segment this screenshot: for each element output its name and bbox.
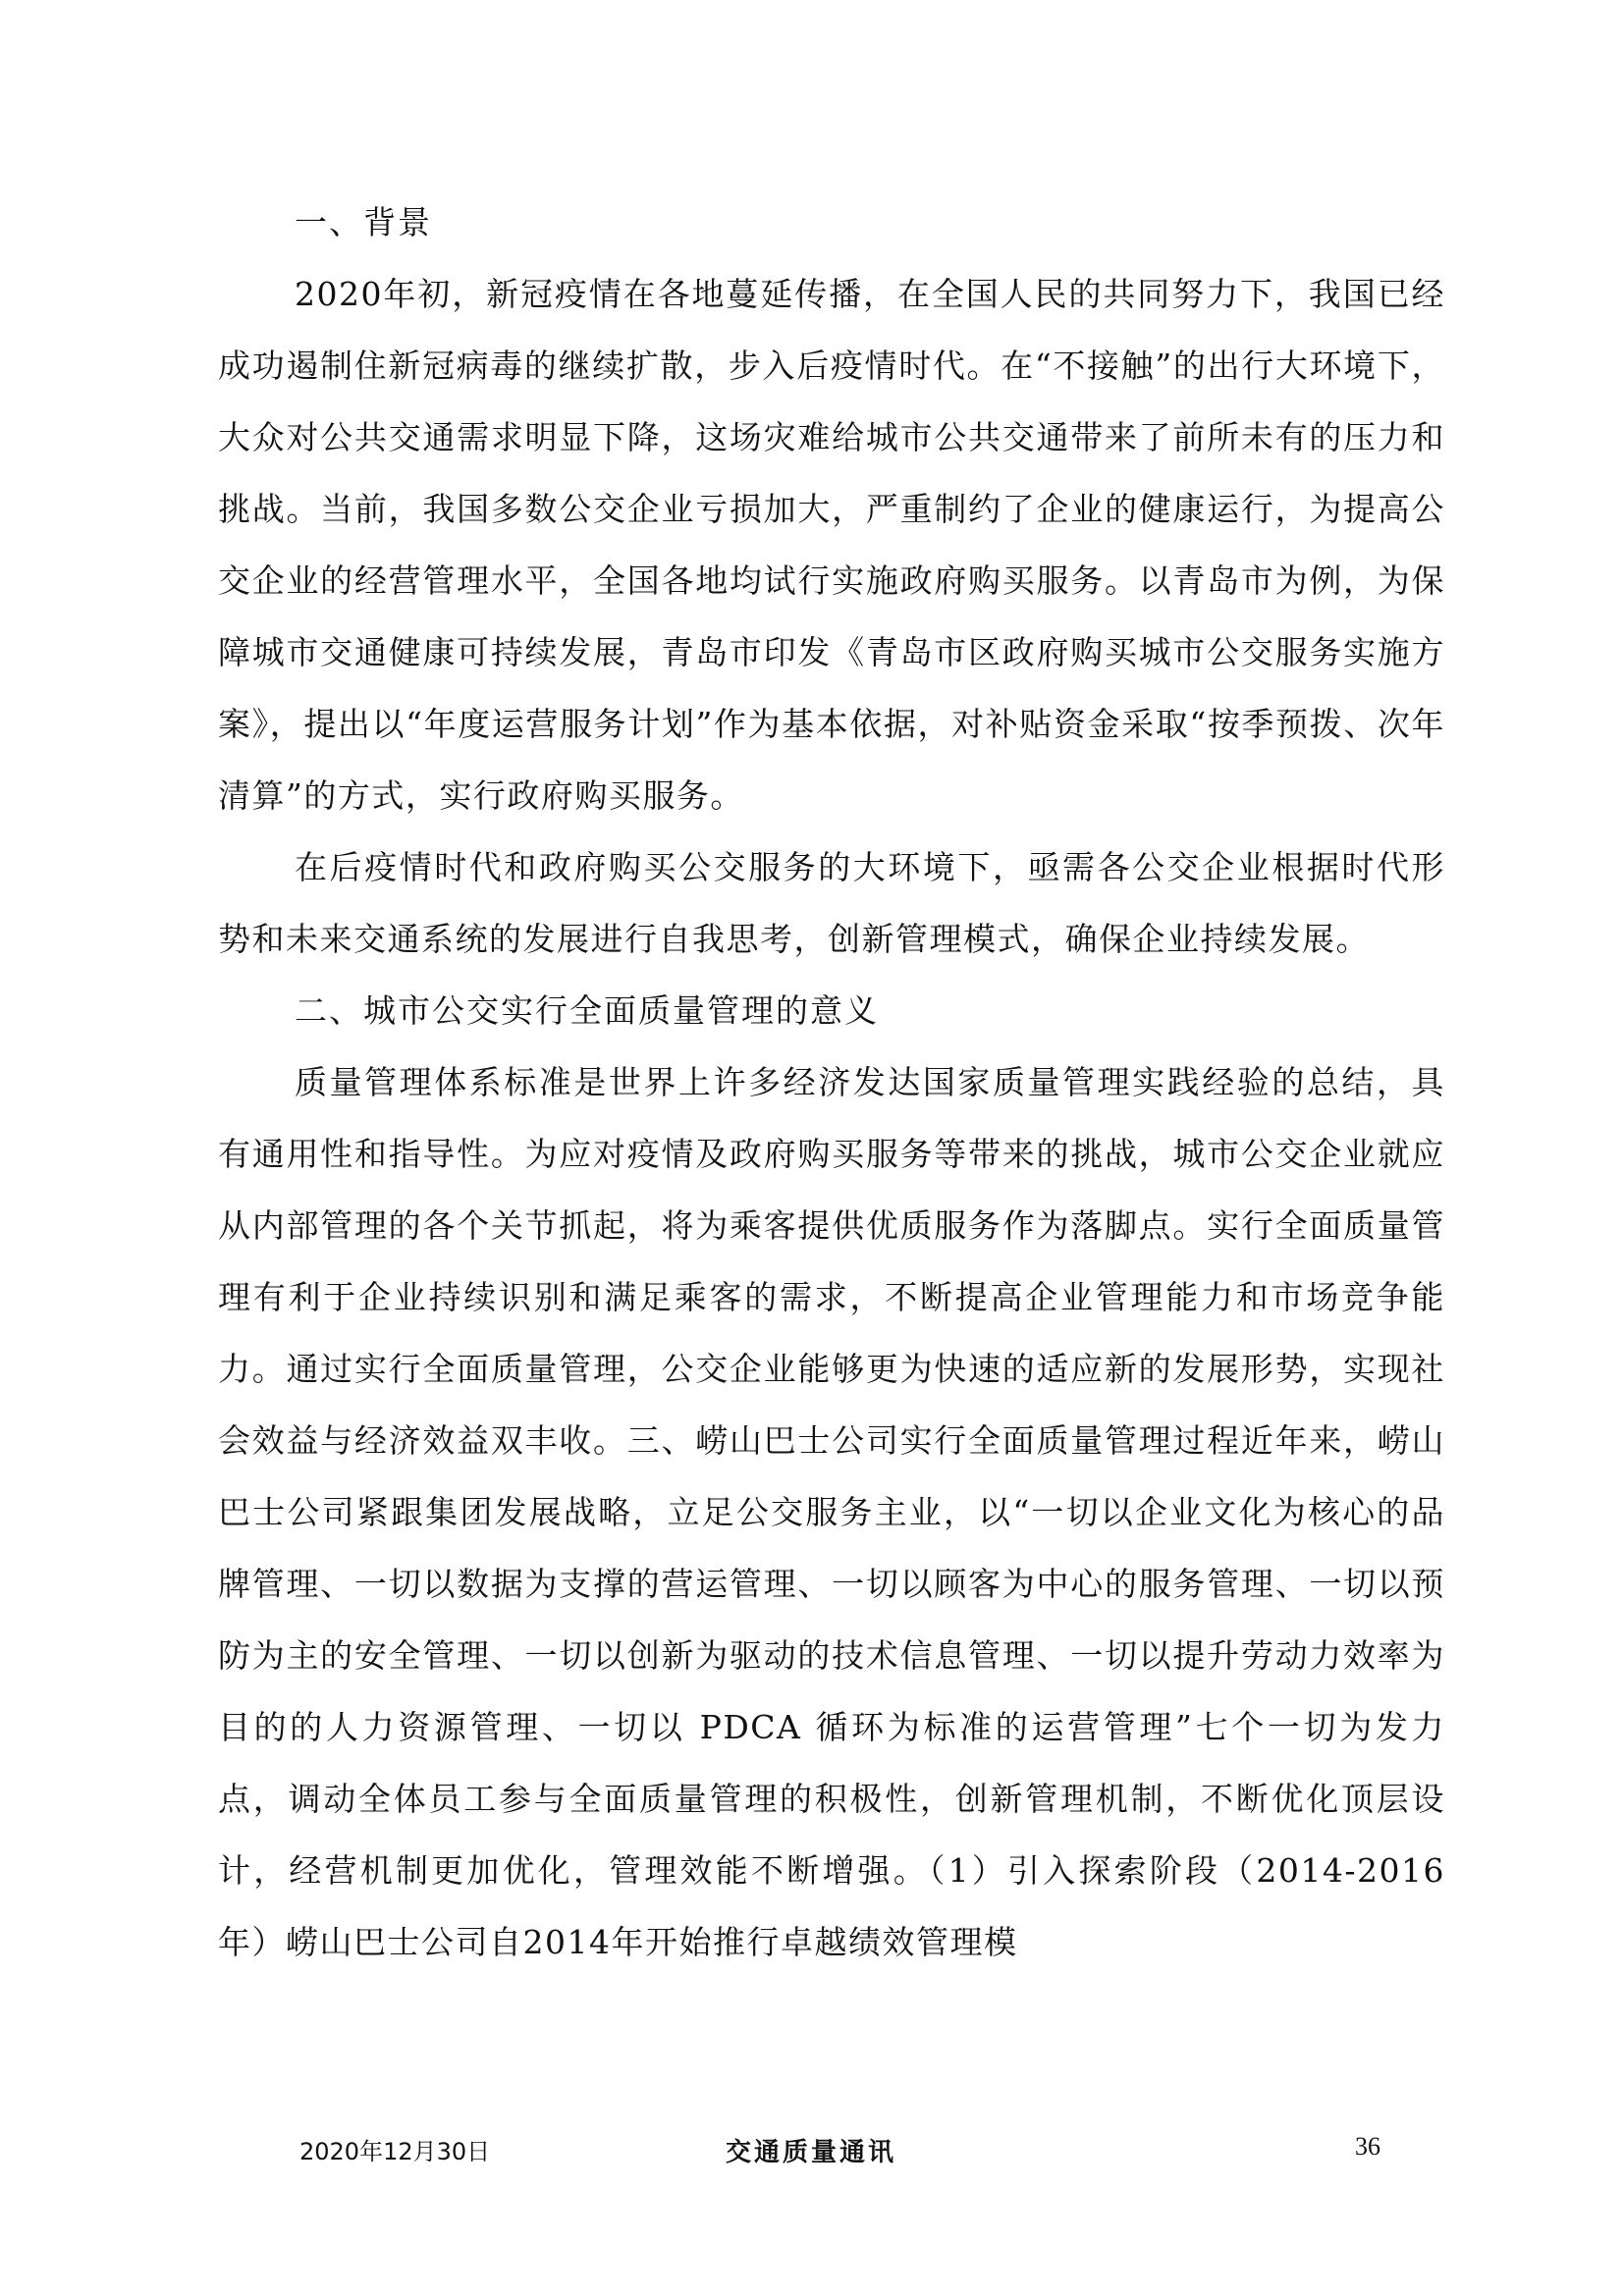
article-body — [218, 187, 1445, 1978]
footer-date: 2020年12月30日 — [299, 2138, 491, 2165]
section-heading-significance: 二、城市公交实行全面质量管理的意义 — [295, 991, 879, 1030]
page-number: 36 — [1355, 2132, 1380, 2161]
footer-journal-name: 交通质量通讯 — [726, 2138, 897, 2167]
page-footer — [0, 2132, 1623, 2171]
paragraph-significance: 质量管理体系标准是世界上许多经济发达国家质量管理实践经验的总结，具有通用性和指导性。为应对疫情及政府购买服务等带来的挑战，城市公交企业就应从内部管理的各个关节抓起，将为乘客提供优质服务作为落脚点。实行全面质量管理有利于企业持续识别和满足乘客的需求，不断提高企业管理能力和市场竞争能力。通过实行全面质量管理，公交企业能够更为快速的适应新的发展形势，实现社会效益与经济效益双丰收。三、崂山巴士公司实行全面质量管理过程近年来，崂山巴士公司紧跟集团发展战略，立足公交服务主业，以“一切以企业文化为核心的品牌管理、一切以数据为支撑的营运管理、一切以顾客为中心的服务管理、一切以预防为主的安全管理、一切以创新为驱动的技术信息管理、一切以提升劳动力效率为目的的人力资源管理、一切以 PDCA 循环为标准的运营管理”七个一切为发力点，调动全体员工参与全面质量管理的积极性，创新管理机制，不断优化顶层设计，经营机制更加优化，管理效能不断增强。（1）引入探索阶段（2014-2016年）崂山巴士公司自2014年开始推行卓越绩效管理模 — [218, 1063, 1445, 1961]
paragraph-background-1: 2020年初，新冠疫情在各地蔓延传播，在全国人民的共同努力下，我国已经成功遏制住新冠病毒的继续扩散，步入后疫情时代。在“不接触”的出行大环境下，大众对公共交通需求明显下降，这场灾难给城市公共交通带来了前所未有的压力和挑战。当前，我国多数公交企业亏损加大，严重制约了企业的健康运行，为提高公交企业的经营管理水平，全国各地均试行实施政府购买服务。以青岛市为例，为保障城市交通健康可持续发展，青岛市印发《青岛市区政府购买城市公交服务实施方案》，提出以“年度运营服务计划”作为基本依据，对补贴资金采取“按季预拨、次年清算”的方式，实行政府购买服务。 — [218, 275, 1445, 815]
section-heading-background: 一、背景 — [295, 203, 432, 241]
paragraph-background-2: 在后疫情时代和政府购买公交服务的大环境下，亟需各公交企业根据时代形势和未来交通系统的发展进行自我思考，创新管理模式，确保企业持续发展。 — [218, 848, 1445, 958]
